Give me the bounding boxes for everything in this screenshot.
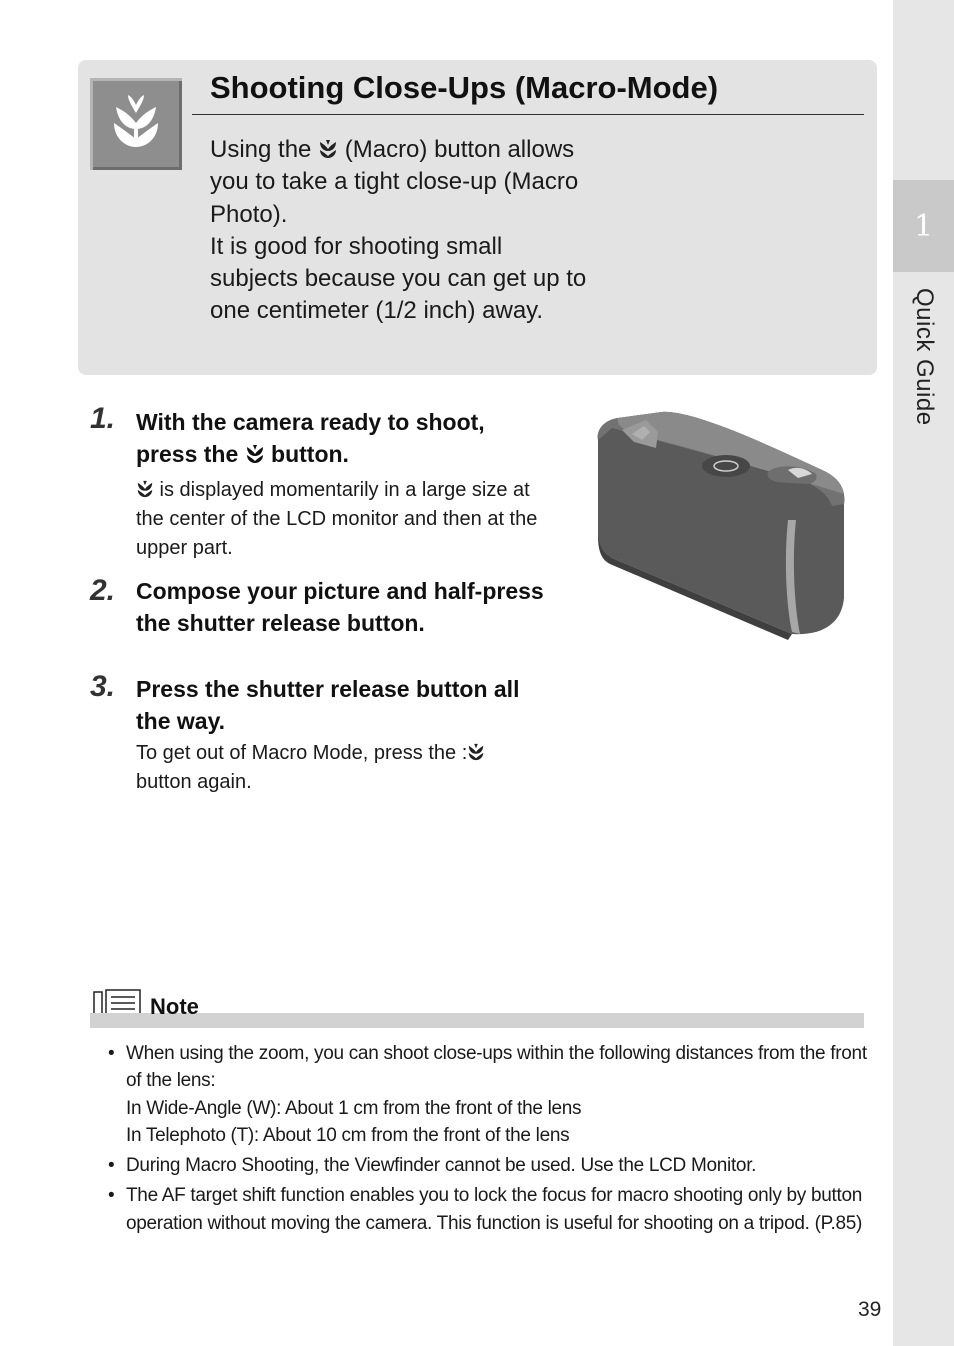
chapter-number: 1	[893, 180, 954, 272]
intro-text-line2: It is good for shooting small subjects because you can get up to one centimeter (1/2 inch) away.	[210, 232, 587, 325]
note-subitem: In Telephoto (T): About 10 cm from the front of the lens	[126, 1124, 570, 1146]
step-description-text-end: button again.	[136, 771, 252, 793]
step-description	[136, 739, 546, 797]
title-divider	[192, 114, 864, 115]
note-item-text: The AF target shift function enables you to lock the focus for macro shooting only by button operation without moving the camera. This function is useful for shooting on a tripod. (P.85)	[126, 1185, 863, 1234]
step-2	[90, 574, 550, 654]
note-header-bar	[90, 1013, 864, 1028]
step-title-text-start: With the camera ready to shoot, press the	[136, 409, 485, 467]
step-title-text-end: button.	[264, 441, 349, 467]
macro-icon	[318, 139, 338, 159]
page-number: 39	[858, 1298, 882, 1321]
step-number: 1.	[90, 402, 116, 435]
note-heading: Note	[150, 994, 199, 1019]
step-number: 2.	[90, 574, 116, 607]
note-item	[108, 1040, 873, 1149]
step-title: Compose your picture and half-press the shutter release button.	[136, 578, 544, 636]
macro-icon	[136, 480, 154, 498]
step-3	[90, 670, 550, 810]
step-number: 3.	[90, 670, 116, 703]
page-title: Shooting Close-Ups (Macro-Mode)	[210, 70, 719, 105]
step-1	[90, 402, 550, 572]
note-item	[108, 1182, 873, 1237]
macro-icon	[245, 444, 265, 464]
step-title: Press the shutter release button all the way.	[136, 676, 520, 734]
step-description-text: is displayed momentarily in a large size at the center of the LCD monitor and then at the upper part.	[136, 479, 538, 559]
step-description-text-start: To get out of Macro Mode, press the :	[136, 742, 468, 764]
note-subitem: In Wide-Angle (W): About 1 cm from the front of the lens	[126, 1097, 582, 1119]
note-list	[108, 1040, 873, 1240]
camera-illustration	[592, 408, 852, 642]
intro-text-start: Using the	[210, 136, 319, 163]
step-title	[136, 406, 546, 470]
intro-text-end: (Macro) button allows you to take a tight close-up (Macro Photo).	[210, 136, 579, 228]
macro-flower-icon	[106, 93, 166, 155]
intro-paragraph	[210, 134, 590, 328]
macro-mode-badge	[90, 78, 182, 170]
chapter-label: Quick Guide	[911, 288, 938, 426]
step-description	[136, 476, 546, 563]
macro-icon	[467, 743, 485, 761]
note-item	[108, 1152, 873, 1179]
note-item-text: When using the zoom, you can shoot close-ups within the following distances from the front of the lens:	[126, 1043, 867, 1092]
note-item-text: During Macro Shooting, the Viewfinder cannot be used. Use the LCD Monitor.	[126, 1155, 757, 1177]
